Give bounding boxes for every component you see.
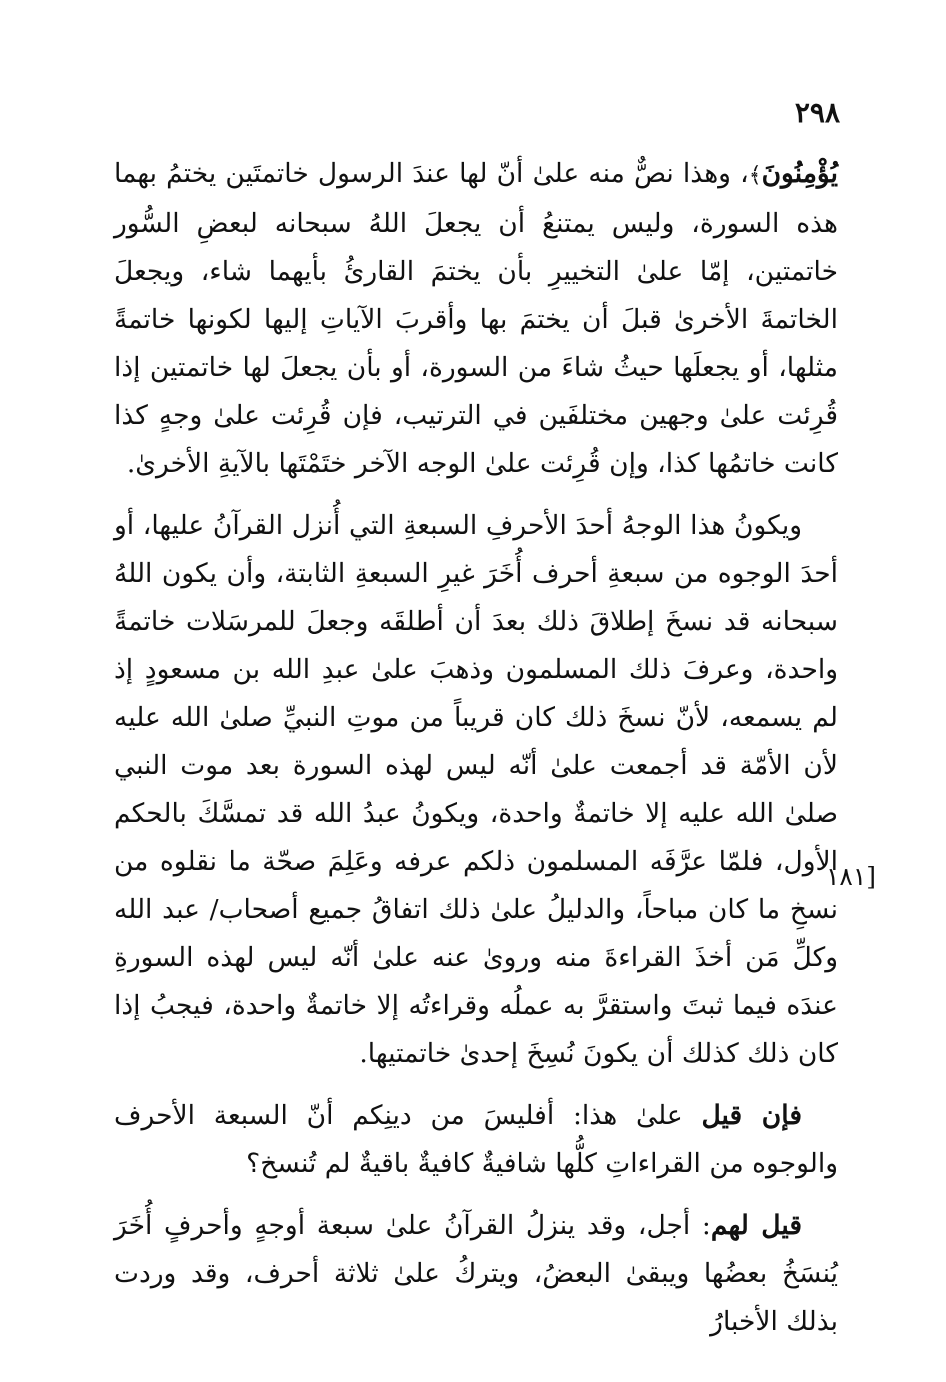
quran-bracket-ornament: ﴾	[748, 163, 762, 188]
paragraph-3-lead: فإن قيل	[701, 1100, 802, 1131]
paragraph-3	[114, 1092, 838, 1188]
paragraph-4-lead: قيل لهم	[710, 1210, 802, 1241]
paragraph-3-text: علىٰ هذا: أفليسَ من دينِكم أنّ السبعة الأحرف والوجوه من القراءاتِ كلُّها شافيةٌ كافيةٌ باقيةٌ لم تُنسخ؟	[114, 1100, 838, 1179]
margin-folio-reference: [١٨١	[826, 862, 877, 891]
paragraph-1-text: ، وهذا نصٌّ منه علىٰ أنّ لها عندَ الرسول خاتمتَين يختمُ بهما هذه السورة، وليس يمتنعُ أن يجعلَ اللهُ سبحانه لبعضِ السُّور خاتمتين، إمّا علىٰ التخييرِ بأن يختمَ القارئُ بأيهما شاء، ويجعلَ الخاتمةَ الأخرىٰ قبلَ أن يختمَ بها وأقربَ الآياتِ إليها لكونها خاتمةً مثلها، أو يجعلَها حيثُ شاءَ من السورة، أو بأن يجعلَ لها خاتمتين إذا قُرِئت علىٰ وجهين مختلفَين في الترتيب، فإن قُرِئت علىٰ وجهٍ كذا كانت خاتمُها كذا، وإن قُرِئت علىٰ الوجه الآخر ختَمْتَها بالآيةِ الأخرىٰ.	[114, 158, 838, 479]
paragraph-4	[114, 1202, 838, 1346]
paragraph-2-text: ويكونُ هذا الوجهُ أحدَ الأحرفِ السبعةِ التي أُنزل القرآنُ عليها، أو أحدَ الوجوه من سبعةِ أحرف أُخَرَ غيرِ السبعةِ الثابتة، وأن يكون اللهُ سبحانه قد نسخَ إطلاقَ ذلك بعدَ أن أطلقَه وجعلَ للمرسَلات خاتمةً واحدة، وعرفَ ذلك المسلمون وذهبَ علىٰ عبدِ الله بن مسعودٍ إذ لم يسمعه، لأنّ نسخَ ذلك كان قريباً من موتِ النبيِّ صلىٰ الله عليه لأن الأمّة قد أجمعت علىٰ أنّه ليس لهذه السورة بعد موت النبي صلىٰ الله عليه إلا خاتمةٌ واحدة، ويكونُ عبدُ الله قد تمسَّكَ بالحكم الأول، فلمّا عرَّفَه المسلمون ذلكم عرفه وعَلِمَ صحّة ما نقلوه من نسخِ ما كان مباحاً، والدليلُ علىٰ ذلك اتفاقُ جميع أصحاب/ عبد الله وكلِّ مَن أخذَ القراءةَ منه وروىٰ عنه علىٰ أنّه ليس لهذه السورةِ عندَه فيما ثبتَ واستقرَّ به عملُه وقراءتُه إلا خاتمةٌ واحدة، فيجبُ إذا كان ذلك كذلك أن يكونَ نُسِخَ إحدىٰ خاتمتيها.	[114, 510, 838, 1069]
paragraph-4-text: : أجل، وقد ينزلُ القرآنُ علىٰ سبعة أوجهٍ وأحرفٍ أُخَرَ يُنسَخُ بعضُها ويبقىٰ البعضُ، ويتركُ علىٰ ثلاثة أحرف، وقد وردت بذلك الأخبارُ	[114, 1210, 838, 1337]
body-text	[114, 150, 838, 1346]
paragraph-1	[114, 150, 838, 488]
quran-word: يُؤْمِنُونَ	[761, 158, 838, 189]
paragraph-2	[114, 502, 838, 1078]
page-number: ٢٩٨	[794, 96, 840, 129]
